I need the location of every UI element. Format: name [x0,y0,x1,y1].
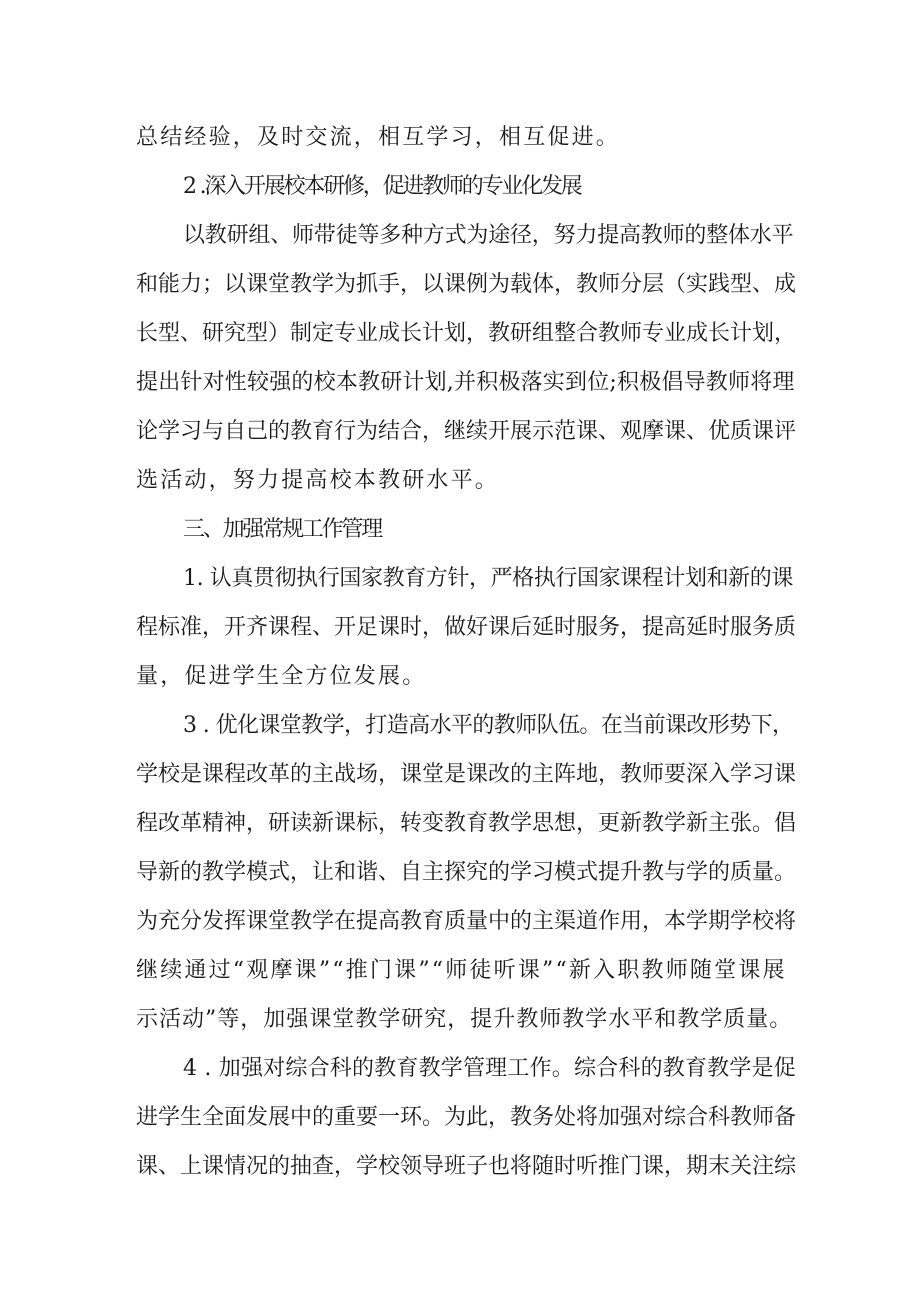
text-line: 程改革精神，研读新课标，转变教育教学思想，更新教学新主张。倡 [136,811,797,836]
text-line: 学校是课程改革的主战场，课堂是课改的主阵地，教师要深入学习课 [136,762,797,787]
text-line: 总结经验，及时交流，相互学习，相互促进。 [136,125,621,150]
paragraph-first-line: 3 . 优化课堂教学，打造高水平的教师队伍。在当前课改形势下， [183,713,794,738]
text-line: 继续通过“观摩课”“推门课”“师徒听课”“新入职教师随堂课展 [136,958,787,983]
text-line: 导新的教学模式，让和谐、自主探究的学习模式提升教与学的质量。 [136,860,797,885]
text-line: 论学习与自己的教育行为结合，继续开展示范课、观摩课、优质课评 [136,419,797,444]
text-line: 长型、研究型）制定专业成长计划，教研组整合教师专业成长计划， [136,321,797,346]
text-line: 和能力；以课堂教学为抓手，以课例为载体，教师分层（实践型、成 [136,272,797,297]
text-line: 选活动，努力提高校本教研水平。 [136,468,500,493]
paragraph-first-line: 4 . 加强对综合科的教育教学管理工作。综合科的教育教学是促 [183,1056,796,1081]
paragraph-first-line: 1. 认真贯彻执行国家教育方针，严格执行国家课程计划和新的课 [183,566,793,591]
section-heading: 2 .深入开展校本研修，促进教师的专业化发展 [183,174,581,199]
text-line: 提出针对性较强的校本教研计划,并积极落实到位;积极倡导教师将理 [136,370,795,395]
text-line: 为充分发挥课堂教学在提高教育质量中的主渠道作用，本学期学校将 [136,909,797,934]
text-line: 进学生全面发展中的重要一环。为此，教务处将加强对综合科教师备 [136,1105,797,1130]
paragraph-first-line: 以教研组、师带徒等多种方式为途径，努力提高教师的整体水平 [183,223,794,248]
text-line: 量，促进学生全方位发展。 [136,664,427,689]
section-heading: 三、加强常规工作管理 [183,517,382,542]
text-line: 程标准，开齐课程、开足课时，做好课后延时服务，提高延时服务质 [136,615,797,640]
text-line: 示活动”等，加强课堂教学研究，提升教师教学水平和教学质量。 [136,1007,793,1032]
text-line: 课、上课情况的抽查，学校领导班子也将随时听推门课，期末关注综 [136,1154,797,1179]
